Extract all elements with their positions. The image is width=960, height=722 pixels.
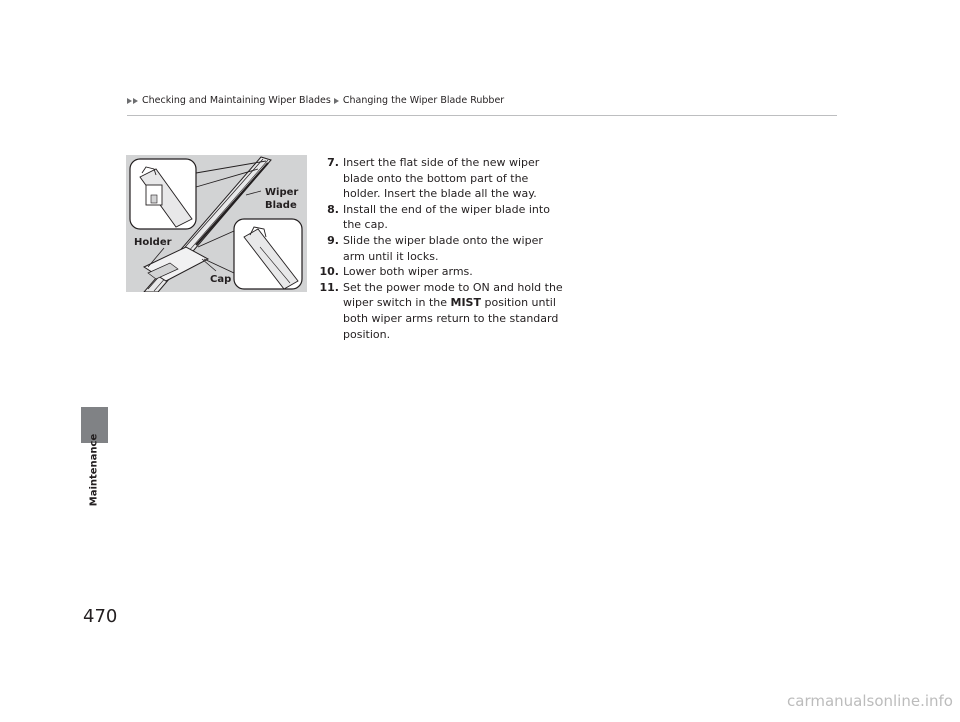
watermark: carmanualsonline.info	[787, 692, 953, 710]
wiper-diagram	[126, 155, 307, 292]
step-7	[316, 155, 566, 202]
step-number: 7.	[327, 156, 339, 169]
section-label: Maintenance	[88, 433, 100, 507]
page-number: 470	[83, 606, 118, 627]
label-holder: Holder	[134, 237, 172, 248]
step-8	[316, 202, 566, 233]
header-divider	[127, 115, 837, 116]
instruction-steps	[316, 155, 566, 342]
chevron-right-icon	[133, 98, 138, 104]
wiper-blade-illustration	[126, 155, 307, 292]
breadcrumb	[127, 95, 504, 106]
step-text: Insert the flat side of the new wiper blade onto the bottom part of the holder. Insert the blade all the way.	[343, 156, 540, 201]
mist-keyword: MIST	[450, 296, 481, 310]
step-9	[316, 233, 566, 264]
step-number: 10.	[319, 265, 339, 279]
step-text-part: Set the power mode to ON and hold the wiper switch in the	[343, 280, 563, 310]
label-wiper-line2: Blade	[265, 200, 297, 211]
step-11	[316, 280, 566, 342]
step-number: 8.	[327, 202, 339, 216]
step-text: Lower both wiper arms.	[343, 265, 473, 279]
breadcrumb-item-1[interactable]: Checking and Maintaining Wiper Blades	[142, 95, 331, 106]
step-text: Install the end of the wiper blade into the cap.	[343, 202, 550, 232]
step-text: Slide the wiper blade onto the wiper arm until it locks.	[343, 233, 543, 263]
step-text	[343, 280, 566, 342]
label-wiper-line1: Wiper	[265, 187, 299, 198]
chevron-right-icon	[334, 98, 339, 104]
step-number: 11.	[319, 280, 339, 294]
step-text-part: position until both wiper arms return to the standard position.	[343, 296, 559, 341]
breadcrumb-item-2[interactable]: Changing the Wiper Blade Rubber	[342, 95, 505, 106]
label-cap: Cap	[210, 274, 232, 285]
chevron-right-icon	[127, 98, 132, 104]
step-10	[316, 264, 566, 280]
step-number: 9.	[327, 233, 339, 247]
